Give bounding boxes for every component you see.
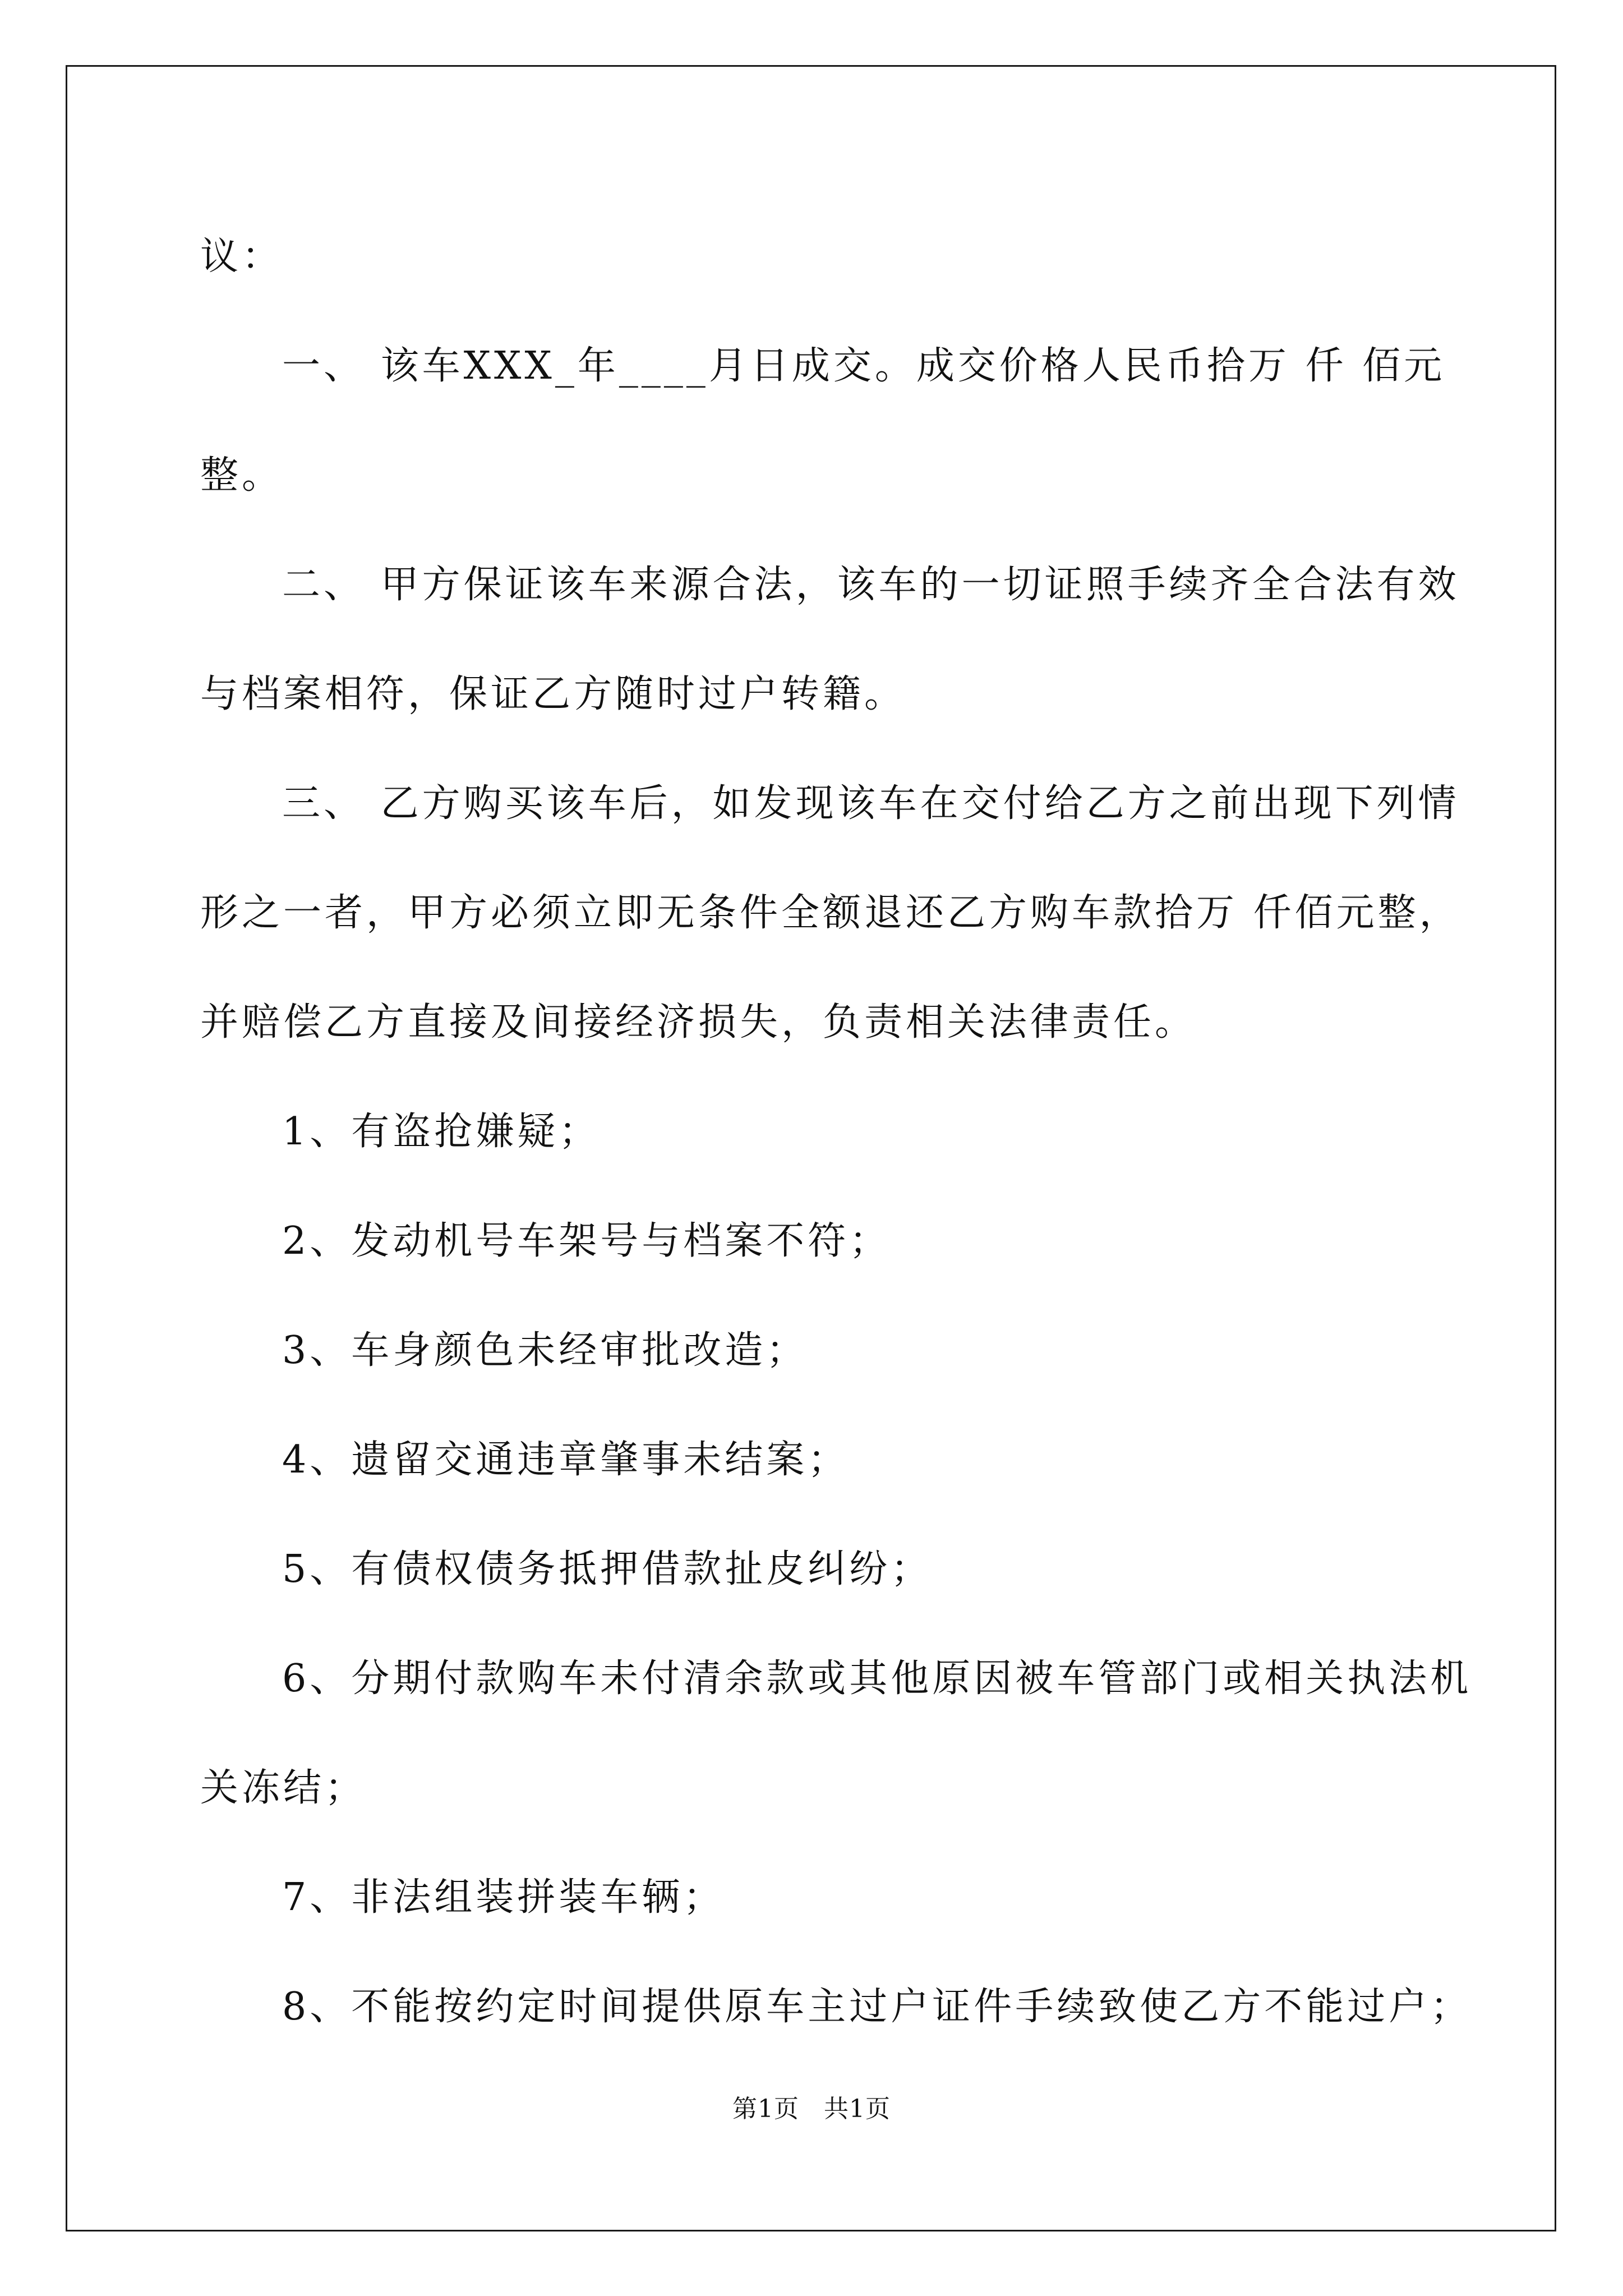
- clause-3-continuation-1: 形之一者，甲方必须立即无条件全额退还乙方购车款拾万 仟佰元整，: [200, 891, 1461, 935]
- text-line-1: 议：: [200, 234, 284, 279]
- clause-2: 二、 甲方保证该车来源合法，该车的一切证照手续齐全合法有效: [282, 563, 1460, 607]
- clause-3-continuation-2: 并赔偿乙方直接及间接经济损失，负责相关法律责任。: [200, 1000, 1197, 1045]
- clause-1-continuation: 整。: [200, 453, 284, 498]
- page-number-current: 第1页: [732, 2095, 799, 2123]
- list-item-6-continuation: 关冻结；: [200, 1766, 367, 1810]
- clause-3: 三、 乙方购买该车后，如发现该车在交付给乙方之前出现下列情: [282, 781, 1460, 826]
- list-item-3: 3、车身颜色未经审批改造；: [282, 1328, 808, 1373]
- list-item-5: 5、有债权债务抵押借款扯皮纠纷；: [282, 1547, 933, 1591]
- list-item-8: 8、不能按约定时间提供原车主过户证件手续致使乙方不能过户；: [282, 1985, 1472, 2029]
- page-number-total: 共1页: [824, 2095, 891, 2123]
- list-item-1: 1、有盗抢嫌疑；: [282, 1110, 601, 1154]
- list-item-6: 6、分期付款购车未付清余款或其他原因被车管部门或相关执法机: [282, 1657, 1472, 1701]
- list-item-7: 7、非法组装拼装车辆；: [282, 1875, 725, 1920]
- list-item-4: 4、遗留交通违章肇事未结案；: [282, 1438, 850, 1482]
- document-body: [200, 202, 1472, 2062]
- clause-2-continuation: 与档案相符，保证乙方随时过户转籍。: [200, 672, 906, 716]
- page-footer: [0, 2092, 1623, 2126]
- list-item-2: 2、发动机号车架号与档案不符；: [282, 1219, 891, 1263]
- clause-1: 一、 该车XXX_年____月日成交。成交价格人民币拾万 仟 佰元: [282, 344, 1446, 388]
